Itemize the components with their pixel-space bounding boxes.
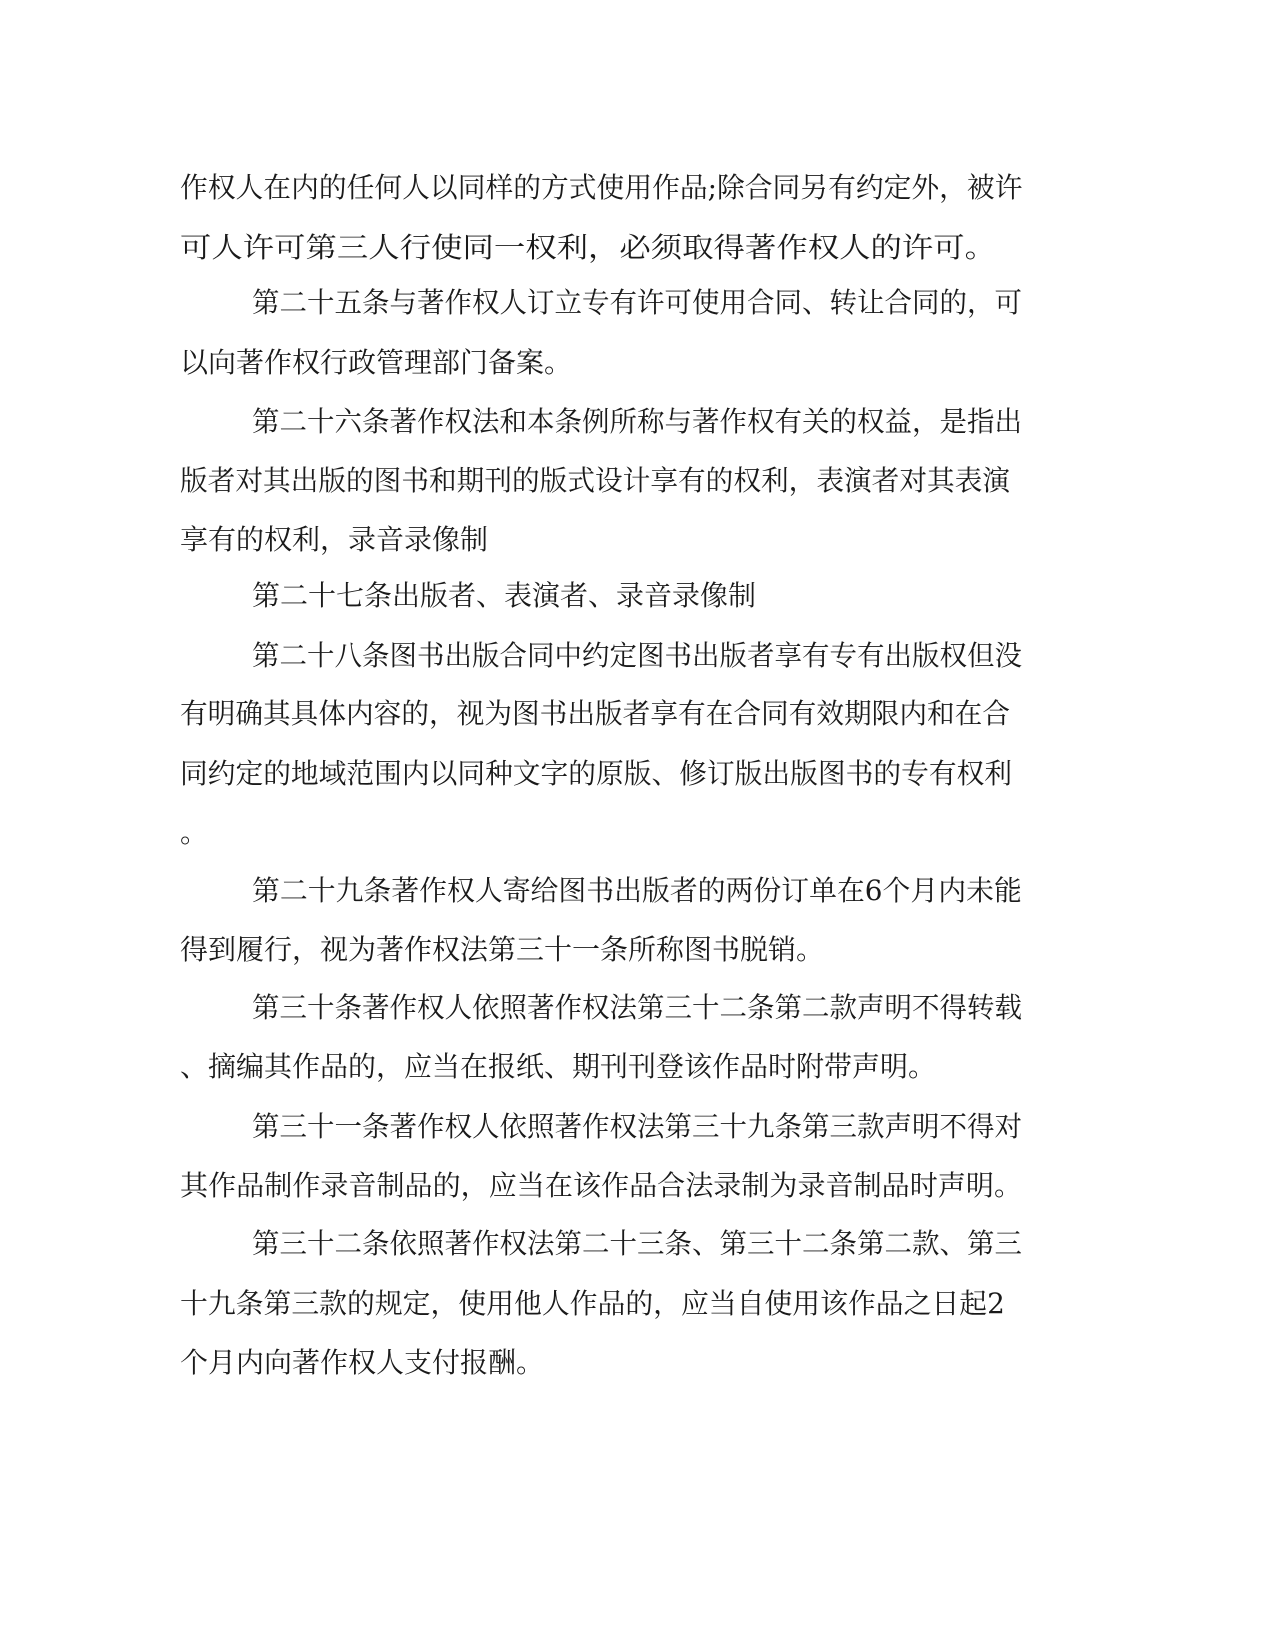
text-line: 同约定的地域范围内以同种文字的原版、修订版出版图书的专有权利 (180, 757, 1013, 790)
text-line: 第三十条著作权人依照著作权法第三十二条第二款声明不得转载 (252, 991, 1022, 1024)
text-line: 个月内向著作权人支付报酬。 (180, 1346, 545, 1379)
text-line: 第三十二条依照著作权法第二十三条、第三十二条第二款、第三 (252, 1227, 1022, 1260)
text-line: 以向著作权行政管理部门备案。 (180, 346, 573, 379)
text-line: 第二十六条著作权法和本条例所称与著作权有关的权益，是指出 (252, 405, 1022, 438)
text-line: 第三十一条著作权人依照著作权法第三十九条第三款声明不得对 (252, 1110, 1022, 1143)
text-line: 可人许可第三人行使同一权利，必须取得著作权人的许可。 (180, 231, 997, 264)
text-line: 其作品制作录音制品的，应当在该作品合法录制为录音制品时声明。 (180, 1169, 1023, 1202)
text-line: 得到履行，视为著作权法第三十一条所称图书脱销。 (180, 933, 825, 966)
text-line: 。 (180, 816, 209, 849)
text-line: 第二十五条与著作权人订立专有许可使用合同、转让合同的，可 (252, 286, 1022, 319)
text-line: 享有的权利，录音录像制 (180, 523, 489, 556)
text-line: 第二十九条著作权人寄给图书出版者的两份订单在6个月内未能 (252, 874, 1022, 907)
text-line: 、摘编其作品的，应当在报纸、期刊刊登该作品时附带声明。 (180, 1050, 937, 1083)
text-line: 作权人在内的任何人以同样的方式使用作品;除合同另有约定外，被许 (180, 171, 1023, 204)
text-line: 第二十七条出版者、表演者、录音录像制 (252, 579, 757, 612)
text-line: 十九条第三款的规定，使用他人作品的，应当自使用该作品之日起2 (180, 1287, 1005, 1320)
text-line: 有明确其具体内容的，视为图书出版者享有在合同有效期限内和在合 (180, 697, 1011, 730)
text-line: 版者对其出版的图书和期刊的版式设计享有的权利，表演者对其表演 (180, 464, 1011, 497)
text-line: 第二十八条图书出版合同中约定图书出版者享有专有出版权但没 (252, 639, 1022, 672)
